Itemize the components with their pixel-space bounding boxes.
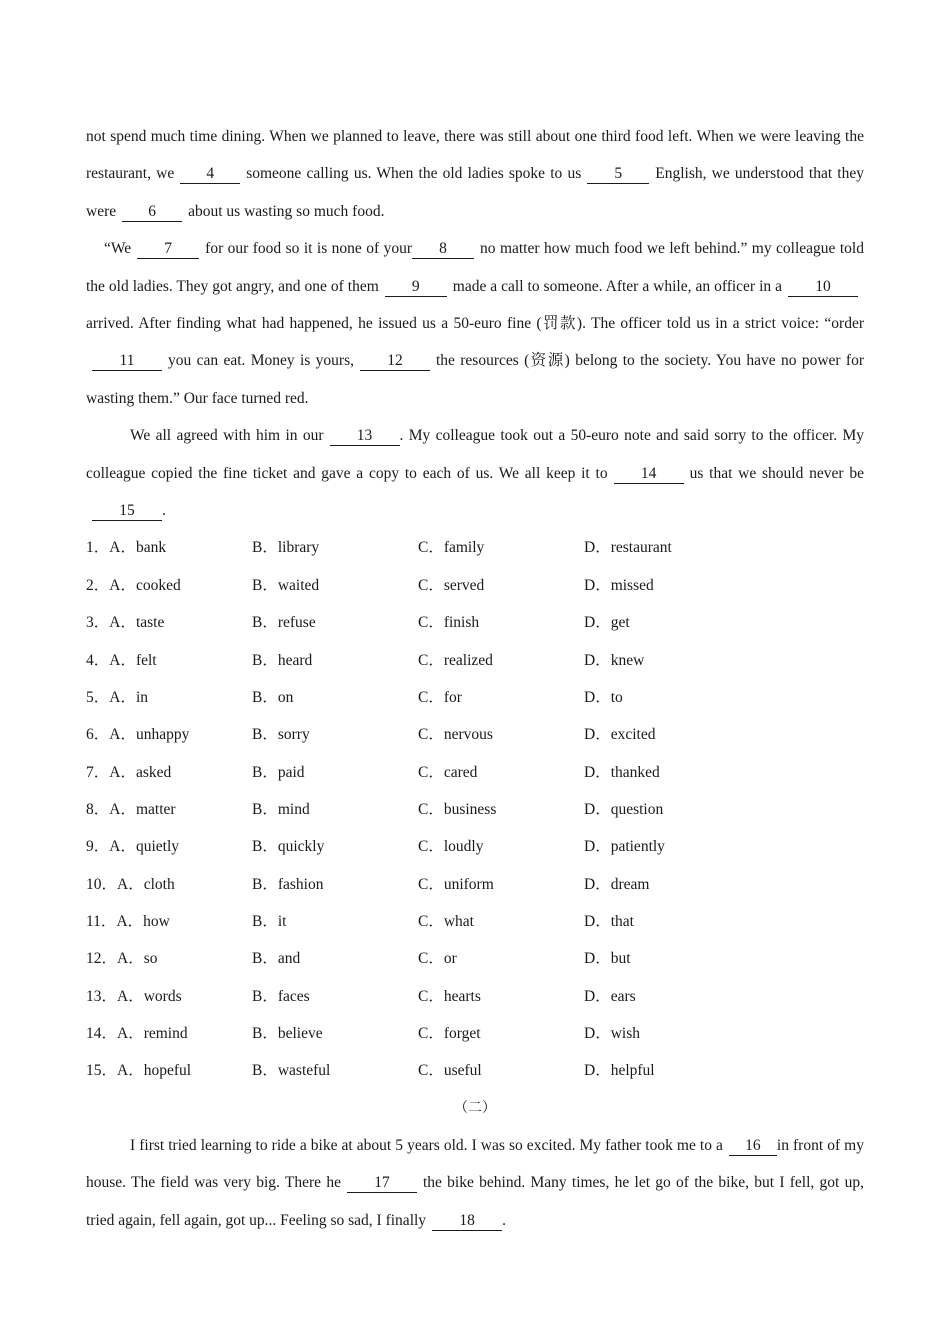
- option-a-text: A．bank: [109, 539, 167, 557]
- blank-6[interactable]: 6: [122, 203, 182, 222]
- question-row: [86, 940, 864, 977]
- option-d[interactable]: D．excited: [584, 726, 656, 744]
- option-a-text: A．words: [117, 987, 182, 1005]
- option-a[interactable]: [86, 903, 170, 940]
- passage-text: We all agreed with him in our: [130, 427, 324, 445]
- passage-text: about us wasting so much food.: [188, 202, 385, 220]
- option-a[interactable]: [86, 679, 148, 716]
- question-number: 11．: [86, 912, 117, 930]
- question-row: [86, 828, 864, 865]
- question-options-list: [86, 529, 864, 1089]
- passage-text: English, we understood that they were: [86, 165, 864, 220]
- option-a[interactable]: [86, 978, 182, 1015]
- option-a-text: A．so: [117, 950, 158, 968]
- document-page: [86, 118, 864, 1239]
- option-a[interactable]: [86, 940, 158, 977]
- passage-text: arrived. After finding what had happened, he issued us a 50-euro fine (罚款). The officer told us in a strict voice: “order: [86, 315, 864, 333]
- blank-12[interactable]: 12: [360, 352, 430, 371]
- question-number: 3．: [86, 614, 110, 632]
- question-number: 14．: [86, 1024, 118, 1042]
- section-title: （二）: [454, 1100, 496, 1116]
- passage-text: you can eat. Money is yours,: [168, 352, 354, 370]
- option-b[interactable]: B．fashion: [252, 875, 324, 893]
- option-b[interactable]: B．wasteful: [252, 1062, 331, 1080]
- passage-paragraph-3: [86, 417, 864, 529]
- option-b[interactable]: B．heard: [252, 651, 313, 669]
- blank-8[interactable]: 8: [412, 240, 474, 259]
- passage-text: “We: [104, 240, 132, 258]
- blank-11[interactable]: 11: [92, 352, 162, 371]
- option-a-text: A．cloth: [117, 875, 175, 893]
- option-a[interactable]: [86, 529, 166, 566]
- question-number: 13．: [86, 987, 118, 1005]
- option-a-text: A．quietly: [109, 838, 180, 856]
- option-c[interactable]: C．or: [418, 950, 457, 968]
- option-d[interactable]: D．to: [584, 688, 623, 706]
- blank-5[interactable]: 5: [587, 165, 649, 184]
- option-c[interactable]: C．business: [418, 800, 497, 818]
- option-d[interactable]: D．get: [584, 614, 630, 632]
- option-a-text: A．hopeful: [117, 1062, 192, 1080]
- option-a-text: A．how: [116, 912, 170, 930]
- question-row: [86, 791, 864, 828]
- option-c[interactable]: C．hearts: [418, 987, 481, 1005]
- question-number: 4．: [86, 651, 110, 669]
- blank-10[interactable]: 10: [788, 278, 858, 297]
- option-d[interactable]: D．knew: [584, 651, 645, 669]
- question-row: [86, 1052, 864, 1089]
- question-row: [86, 903, 864, 940]
- option-c[interactable]: C．loudly: [418, 838, 484, 856]
- option-a[interactable]: [86, 642, 157, 679]
- option-b[interactable]: B．library: [252, 539, 320, 557]
- option-a[interactable]: [86, 716, 189, 753]
- question-number: 15．: [86, 1062, 118, 1080]
- passage-text: someone calling us. When the old ladies spoke to us: [246, 165, 582, 183]
- option-c[interactable]: C．for: [418, 688, 462, 706]
- option-a[interactable]: [86, 866, 175, 903]
- question-row: [86, 529, 864, 566]
- option-b[interactable]: B．it: [252, 912, 287, 930]
- passage-text: .: [502, 1211, 506, 1229]
- passage-text: made a call to someone. After a while, an officer in a: [452, 277, 782, 295]
- option-d[interactable]: D．thanked: [584, 763, 660, 781]
- option-a[interactable]: [86, 754, 171, 791]
- option-a[interactable]: [86, 567, 181, 604]
- option-d[interactable]: D．helpful: [584, 1062, 655, 1080]
- question-row: [86, 642, 864, 679]
- option-b[interactable]: B．faces: [252, 987, 310, 1005]
- option-b[interactable]: B．paid: [252, 763, 305, 781]
- option-a[interactable]: [86, 828, 179, 865]
- option-a-text: A．taste: [109, 614, 165, 632]
- passage-text: the resources (资源) belong to the society. You have no power for wasting them.” Our face turned red.: [86, 352, 864, 407]
- question-row: [86, 866, 864, 903]
- question-row: [86, 679, 864, 716]
- option-d[interactable]: D．dream: [584, 875, 650, 893]
- option-b[interactable]: B．waited: [252, 576, 320, 594]
- option-c[interactable]: C．realized: [418, 651, 493, 669]
- passage-text: I first tried learning to ride a bike at about 5 years old. I was so excited. My father took me to a: [130, 1137, 723, 1155]
- option-a[interactable]: [86, 1015, 188, 1052]
- option-c[interactable]: C．finish: [418, 614, 480, 632]
- question-row: [86, 604, 864, 641]
- option-d[interactable]: D．wish: [584, 1024, 640, 1042]
- passage-paragraph-2: [86, 230, 864, 417]
- option-a[interactable]: [86, 604, 164, 641]
- option-c[interactable]: C．family: [418, 539, 485, 557]
- question-number: 5．: [86, 688, 110, 706]
- passage-paragraph-1: [86, 118, 864, 230]
- passage-text: .: [162, 502, 166, 520]
- option-c[interactable]: C．served: [418, 576, 485, 594]
- blank-18[interactable]: 18: [432, 1212, 502, 1231]
- section2-paragraph: [86, 1127, 864, 1239]
- question-number: 2．: [86, 576, 110, 594]
- option-c[interactable]: C．forget: [418, 1024, 481, 1042]
- blank-16[interactable]: 16: [729, 1137, 777, 1156]
- blank-14[interactable]: 14: [614, 465, 684, 484]
- option-a[interactable]: [86, 1052, 191, 1089]
- question-number: 6．: [86, 726, 110, 744]
- option-d[interactable]: D．restaurant: [584, 539, 672, 557]
- option-a-text: A．felt: [109, 651, 157, 669]
- question-number: 7．: [86, 763, 110, 781]
- passage-text: us that we should never be: [689, 464, 864, 482]
- question-row: [86, 754, 864, 791]
- option-d[interactable]: D．missed: [584, 576, 654, 594]
- question-number: 8．: [86, 800, 110, 818]
- question-number: 10．: [86, 875, 118, 893]
- blank-4[interactable]: 4: [180, 165, 240, 184]
- question-row: [86, 978, 864, 1015]
- option-a-text: A．cooked: [109, 576, 181, 594]
- option-b[interactable]: B．sorry: [252, 726, 310, 744]
- blank-15[interactable]: 15: [92, 502, 162, 521]
- option-c[interactable]: C．cared: [418, 763, 478, 781]
- blank-17[interactable]: 17: [347, 1174, 417, 1193]
- question-row: [86, 716, 864, 753]
- passage-text: . My colleague took out a 50-euro note and said sorry to the officer. My colleague copied the fine ticket and gave a copy to each of us. We all keep it to: [86, 427, 865, 482]
- option-a[interactable]: [86, 791, 176, 828]
- option-a-text: A．matter: [109, 800, 176, 818]
- option-c[interactable]: C．what: [418, 912, 474, 930]
- option-c[interactable]: C．useful: [418, 1062, 482, 1080]
- question-number: 9．: [86, 838, 110, 856]
- option-a-text: A．unhappy: [109, 726, 190, 744]
- option-c[interactable]: C．uniform: [418, 875, 494, 893]
- passage-text: no matter how much food we left behind.” my colleague told the old ladies. They got angry, and one of them: [86, 240, 864, 295]
- option-b[interactable]: B．quickly: [252, 838, 325, 856]
- option-d[interactable]: D．ears: [584, 987, 636, 1005]
- option-b[interactable]: B．on: [252, 688, 294, 706]
- option-b[interactable]: B．believe: [252, 1024, 323, 1042]
- option-b[interactable]: B．mind: [252, 800, 310, 818]
- question-row: [86, 1015, 864, 1052]
- question-row: [86, 567, 864, 604]
- option-d[interactable]: D．but: [584, 950, 631, 968]
- option-a-text: A．asked: [109, 763, 172, 781]
- passage-text: the bike behind. Many times, he let go of the bike, but I fell, got up, tried again, fell again, got up... Feeling so sad, I finally: [86, 1174, 865, 1229]
- passage-text: not spend much time dining. When we planned to leave, there was still about one third food left. When we were leaving the restaurant, we: [86, 128, 864, 183]
- blank-7[interactable]: 7: [137, 240, 199, 259]
- option-b[interactable]: B．refuse: [252, 614, 316, 632]
- option-c[interactable]: C．nervous: [418, 726, 493, 744]
- blank-9[interactable]: 9: [385, 278, 447, 297]
- option-a-text: A．remind: [117, 1024, 188, 1042]
- option-d[interactable]: D．patiently: [584, 838, 665, 856]
- question-number: 12．: [86, 950, 118, 968]
- passage-text: in front of my house. The field was very big. There he: [86, 1137, 864, 1192]
- option-d[interactable]: D．question: [584, 800, 664, 818]
- blank-13[interactable]: 13: [330, 427, 400, 446]
- option-d[interactable]: D．that: [584, 912, 634, 930]
- option-a-text: A．in: [109, 688, 149, 706]
- option-b[interactable]: B．and: [252, 950, 301, 968]
- passage-text: for our food so it is none of your: [205, 240, 412, 258]
- question-number: 1．: [86, 539, 110, 557]
